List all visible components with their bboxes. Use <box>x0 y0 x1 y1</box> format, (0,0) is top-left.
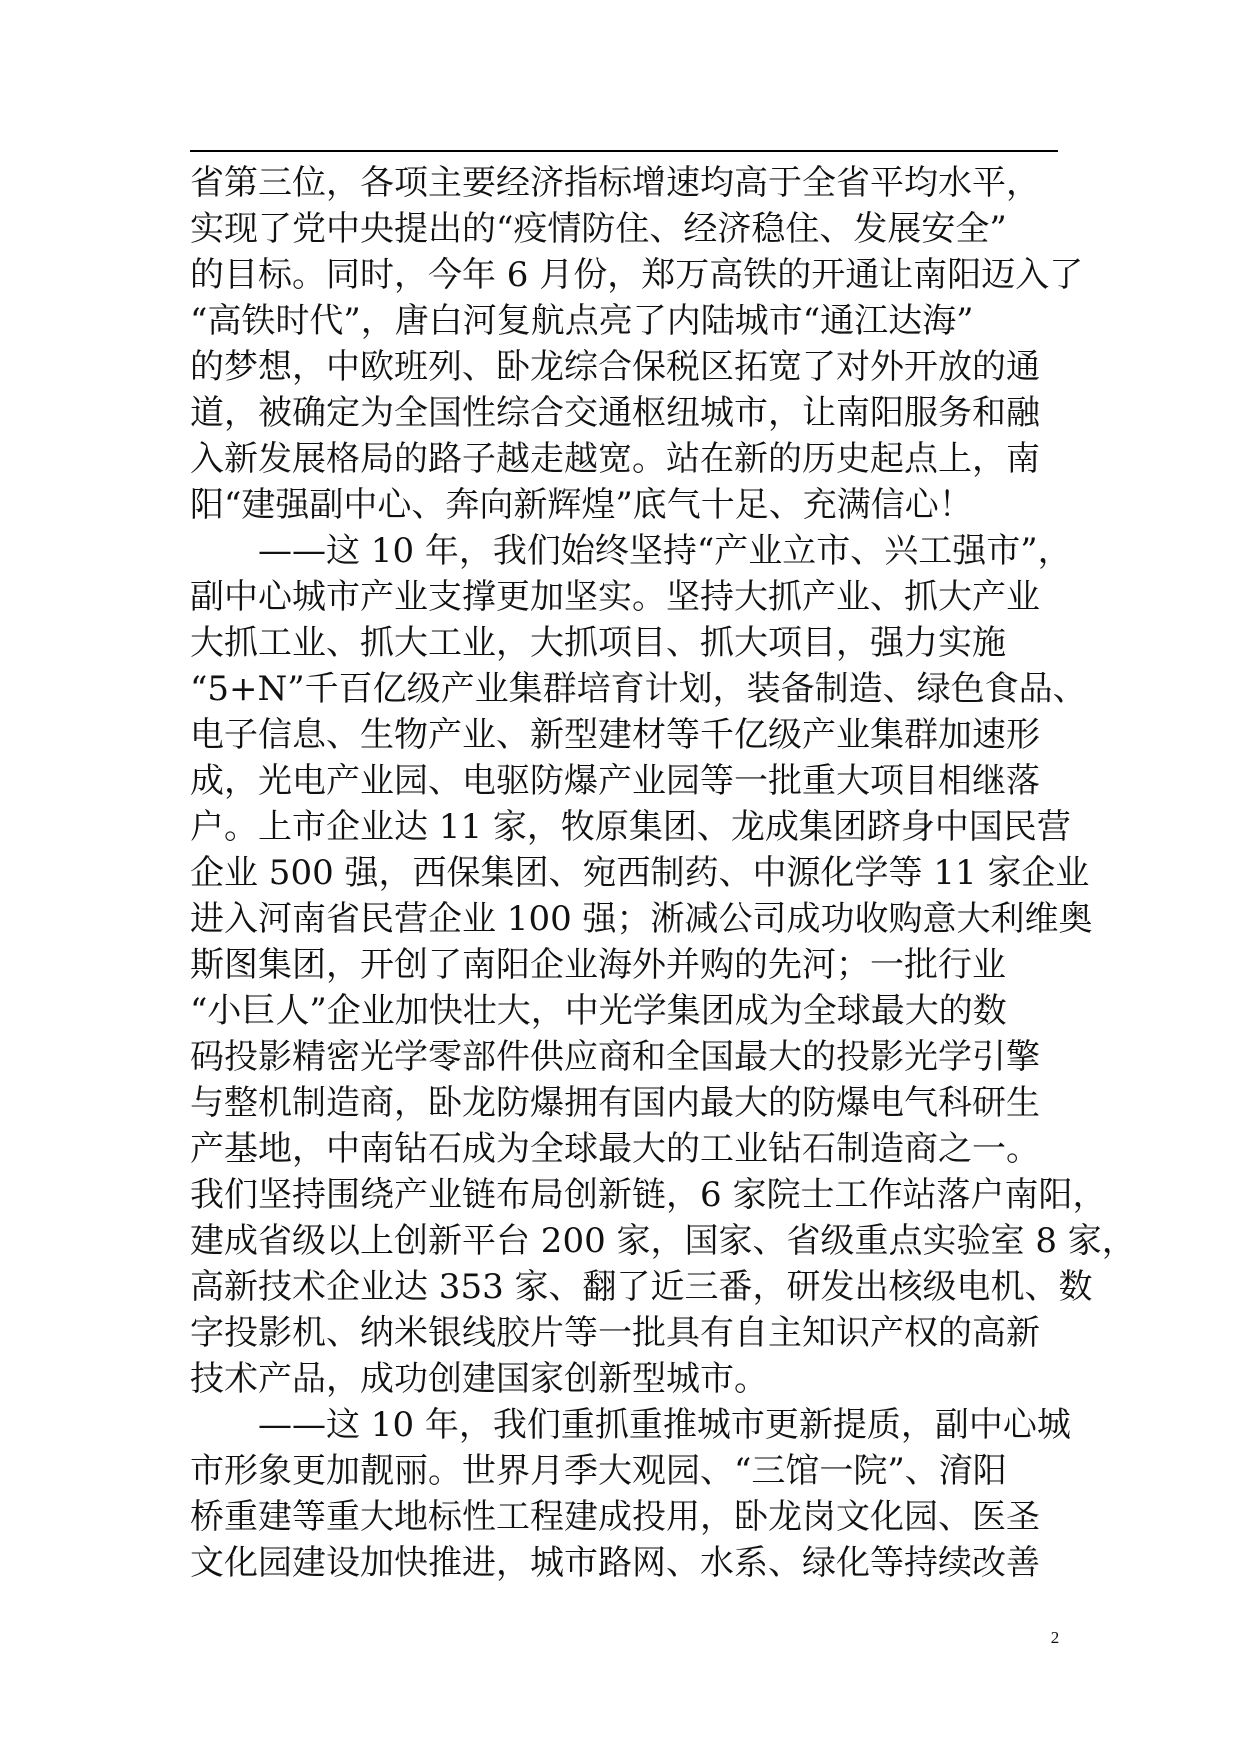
text-line: 字投影机、纳米银线胶片等一批具有自主知识产权的高新 <box>190 1313 1040 1353</box>
text-line: 文化园建设加快推进，城市路网、水系、绿化等持续改善 <box>190 1543 1040 1583</box>
text-line: “小巨人”企业加快壮大，中光学集团成为全球最大的数 <box>190 991 1007 1031</box>
text-line: 进入河南省民营企业 100 强；淅减公司成功收购意大利维奥 <box>190 899 1093 939</box>
body-text <box>190 160 1136 1586</box>
text-line: 的目标。同时，今年 6 月份，郑万高铁的开通让南阳迈入了 <box>190 255 1084 295</box>
text-line: ——这 10 年，我们始终坚持“产业立市、兴工强市”， <box>190 531 1072 571</box>
text-line: 建成省级以上创新平台 200 家，国家、省级重点实验室 8 家， <box>190 1221 1136 1261</box>
text-line: 与整机制造商，卧龙防爆拥有国内最大的防爆电气科研生 <box>190 1083 1040 1123</box>
text-line: 实现了党中央提出的“疫情防住、经济稳住、发展安全” <box>190 209 1007 249</box>
text-line: ——这 10 年，我们重抓重推城市更新提质，副中心城 <box>190 1405 1071 1445</box>
text-line: 副中心城市产业支撑更加坚实。坚持大抓产业、抓大产业 <box>190 577 1040 617</box>
text-line: 桥重建等重大地标性工程建成投用，卧龙岗文化园、医圣 <box>190 1497 1040 1537</box>
header-rule <box>190 150 1058 152</box>
text-line: 码投影精密光学零部件供应商和全国最大的投影光学引擎 <box>190 1037 1040 1077</box>
text-line: 电子信息、生物产业、新型建材等千亿级产业集群加速形 <box>190 715 1040 755</box>
text-line: 企业 500 强，西保集团、宛西制药、中源化学等 11 家企业 <box>190 853 1090 893</box>
text-line: “5+N”千百亿级产业集群培育计划，装备制造、绿色食品、 <box>190 669 1087 709</box>
text-line: 户。上市企业达 11 家，牧原集团、龙成集团跻身中国民营 <box>190 807 1071 847</box>
text-line: 我们坚持围绕产业链布局创新链，6 家院士工作站落户南阳， <box>190 1175 1107 1215</box>
text-line: 省第三位，各项主要经济指标增速均高于全省平均水平， <box>190 163 1040 203</box>
text-line: 斯图集团，开创了南阳企业海外并购的先河；一批行业 <box>190 945 1006 985</box>
text-line: 成，光电产业园、电驱防爆产业园等一批重大项目相继落 <box>190 761 1040 801</box>
text-line: 的梦想，中欧班列、卧龙综合保税区拓宽了对外开放的通 <box>190 347 1040 387</box>
text-line: 阳“建强副中心、奔向新辉煌”底气十足、充满信心！ <box>190 485 973 525</box>
text-line: 产基地，中南钻石成为全球最大的工业钻石制造商之一。 <box>190 1129 1040 1169</box>
page-number: 2 <box>1050 1628 1060 1647</box>
text-line: 道，被确定为全国性综合交通枢纽城市，让南阳服务和融 <box>190 393 1040 433</box>
text-line: 技术产品，成功创建国家创新型城市。 <box>190 1359 768 1399</box>
text-line: 高新技术企业达 353 家、翻了近三番，研发出核级电机、数 <box>190 1267 1093 1307</box>
text-line: 入新发展格局的路子越走越宽。站在新的历史起点上，南 <box>190 439 1040 479</box>
text-line: 市形象更加靓丽。世界月季大观园、“三馆一院”、淯阳 <box>190 1451 1007 1491</box>
text-line: “高铁时代”，唐白河复航点亮了内陆城市“通江达海” <box>190 301 974 341</box>
text-line: 大抓工业、抓大工业，大抓项目、抓大项目，强力实施 <box>190 623 1006 663</box>
